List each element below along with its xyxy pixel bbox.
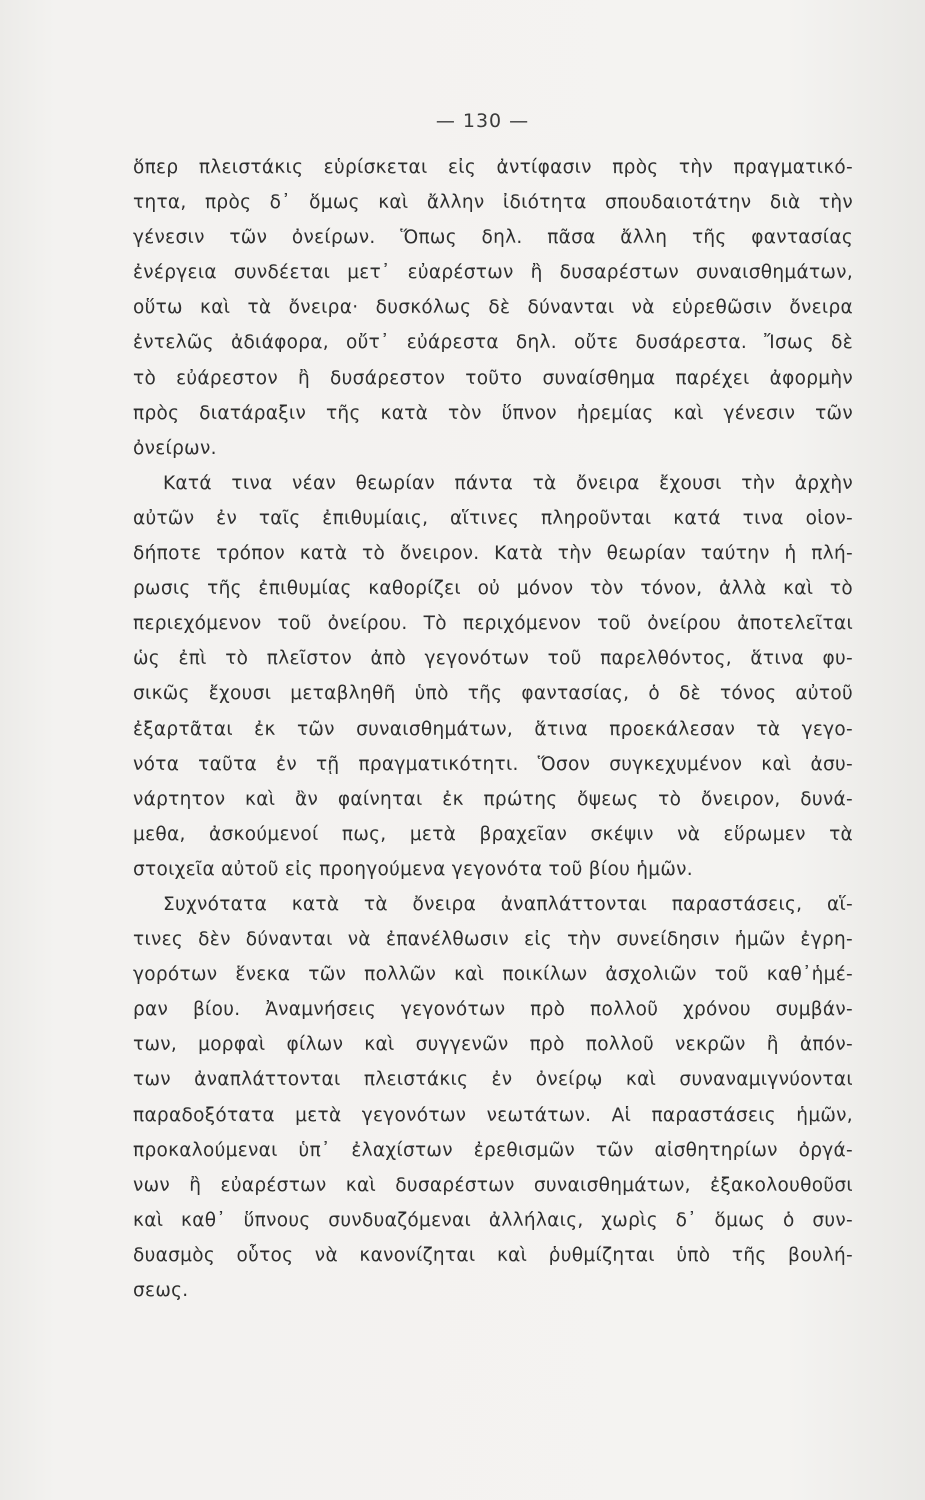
text-line: ὡς ἐπὶ τὸ πλεῖστον ἀπὸ γεγονότων τοῦ παρελθόντος, ἅτινα φυ- bbox=[133, 648, 853, 670]
text-line: περιεχόμενον τοῦ ὀνείρου. Τὸ περιχόμενον τοῦ ὀνείρου ἀποτελεῖται bbox=[133, 613, 853, 635]
text-line: των, μορφαὶ φίλων καὶ συγγενῶν πρὸ πολλοῦ νεκρῶν ἢ ἀπόν- bbox=[133, 1034, 853, 1056]
text-line: μεθα, ἀσκούμενοί πως, μετὰ βραχεῖαν σκέψιν νὰ εὕρωμεν τὰ bbox=[133, 823, 853, 845]
text-line: γένεσιν τῶν ὀνείρων. Ὅπως δηλ. πᾶσα ἄλλη τῆς φαντασίας bbox=[133, 227, 853, 249]
text-line: γορότων ἕνεκα τῶν πολλῶν καὶ ποικίλων ἀσχολιῶν τοῦ καθ᾽ἡμέ- bbox=[133, 964, 853, 986]
text-line: δυασμὸς οὗτος νὰ κανονίζηται καὶ ῥυθμίζηται ὑπὸ τῆς βουλή- bbox=[133, 1244, 853, 1266]
text-line: νότα ταῦτα ἐν τῇ πραγματικότητι. Ὅσον συγκεχυμένον καὶ ἀσυ- bbox=[133, 753, 853, 775]
text-line: νάρτητον καὶ ἂν φαίνηται ἐκ πρώτης ὄψεως τὸ ὄνειρον, δυνά- bbox=[133, 788, 853, 810]
text-line: των ἀναπλάττονται πλειστάκις ἐν ὀνείρῳ καὶ συναναμιγνύονται bbox=[133, 1069, 853, 1091]
text-line: δήποτε τρόπον κατὰ τὸ ὄνειρον. Κατὰ τὴν θεωρίαν ταύτην ἡ πλή- bbox=[133, 543, 853, 565]
text-line: ἐνέργεια συνδέεται μετ᾽ εὐαρέστων ἢ δυσαρέστων συναισθημάτων, bbox=[133, 262, 853, 284]
text-line: ἐντελῶς ἀδιάφορα, οὔτ᾽ εὐάρεστα δηλ. οὔτε δυσάρεστα. Ἴσως δὲ bbox=[133, 332, 853, 354]
text-line: τητα, πρὸς δ᾽ ὅμως καὶ ἄλλην ἰδιότητα σπουδαιοτάτην διὰ τὴν bbox=[133, 192, 853, 214]
text-line: οὕτω καὶ τὰ ὄνειρα· δυσκόλως δὲ δύνανται νὰ εὑρεθῶσιν ὄνειρα bbox=[133, 297, 853, 319]
text-line: σικῶς ἔχουσι μεταβληθῆ ὑπὸ τῆς φαντασίας, ὁ δὲ τόνος αὐτοῦ bbox=[133, 683, 853, 705]
body-text bbox=[133, 150, 853, 1308]
text-line: νων ἢ εὐαρέστων καὶ δυσαρέστων συναισθημάτων, ἐξακολουθοῦσι bbox=[133, 1174, 853, 1196]
text-line: τὸ εὐάρεστον ἢ δυσάρεστον τοῦτο συναίσθημα παρέχει ἀφορμὴν bbox=[133, 367, 853, 389]
text-line: αὐτῶν ἐν ταῖς ἐπιθυμίαις, αἵτινες πληροῦνται κατά τινα οἱον- bbox=[133, 507, 853, 529]
text-line: πρὸς διατάραξιν τῆς κατὰ τὸν ὕπνον ἠρεμίας καὶ γένεσιν τῶν bbox=[133, 402, 853, 424]
text-line: ἐξαρτᾶται ἐκ τῶν συναισθημάτων, ἅτινα προεκάλεσαν τὰ γεγο- bbox=[133, 718, 853, 740]
text-line: προκαλούμεναι ὑπ᾽ ἐλαχίστων ἐρεθισμῶν τῶν αἰσθητηρίων ὀργά- bbox=[133, 1139, 853, 1161]
paragraph-start-line: Κατά τινα νέαν θεωρίαν πάντα τὰ ὄνειρα ἔχουσι τὴν ἀρχὴν bbox=[163, 472, 853, 494]
text-line: στοιχεῖα αὐτοῦ εἰς προηγούμενα γεγονότα τοῦ βίου ἡμῶν. bbox=[133, 858, 693, 880]
text-line: τινες δὲν δύνανται νὰ ἐπανέλθωσιν εἰς τὴν συνείδησιν ἡμῶν ἐγρη- bbox=[133, 929, 853, 951]
text-line: ρωσις τῆς ἐπιθυμίας καθορίζει οὐ μόνον τὸν τόνον, ἀλλὰ καὶ τὸ bbox=[133, 578, 853, 600]
text-line: σεως. bbox=[133, 1280, 189, 1301]
text-line: παραδοξότατα μετὰ γεγονότων νεωτάτων. Αἱ παραστάσεις ἡμῶν, bbox=[133, 1104, 853, 1126]
text-line: ὅπερ πλειστάκις εὑρίσκεται εἰς ἀντίφασιν πρὸς τὴν πραγματικό- bbox=[133, 157, 853, 178]
text-line: ραν βίου. Ἀναμνήσεις γεγονότων πρὸ πολλοῦ χρόνου συμβάν- bbox=[133, 999, 853, 1021]
page-number: — 130 — bbox=[435, 110, 530, 132]
paragraph-start-line: Συχνότατα κατὰ τὰ ὄνειρα ἀναπλάττονται παραστάσεις, αἵ- bbox=[163, 893, 853, 915]
text-line: ὀνείρων. bbox=[133, 437, 217, 459]
text-line: καὶ καθ᾽ ὕπνους συνδυαζόμεναι ἀλλήλαις, χωρὶς δ᾽ ὅμως ὁ συν- bbox=[133, 1209, 853, 1231]
